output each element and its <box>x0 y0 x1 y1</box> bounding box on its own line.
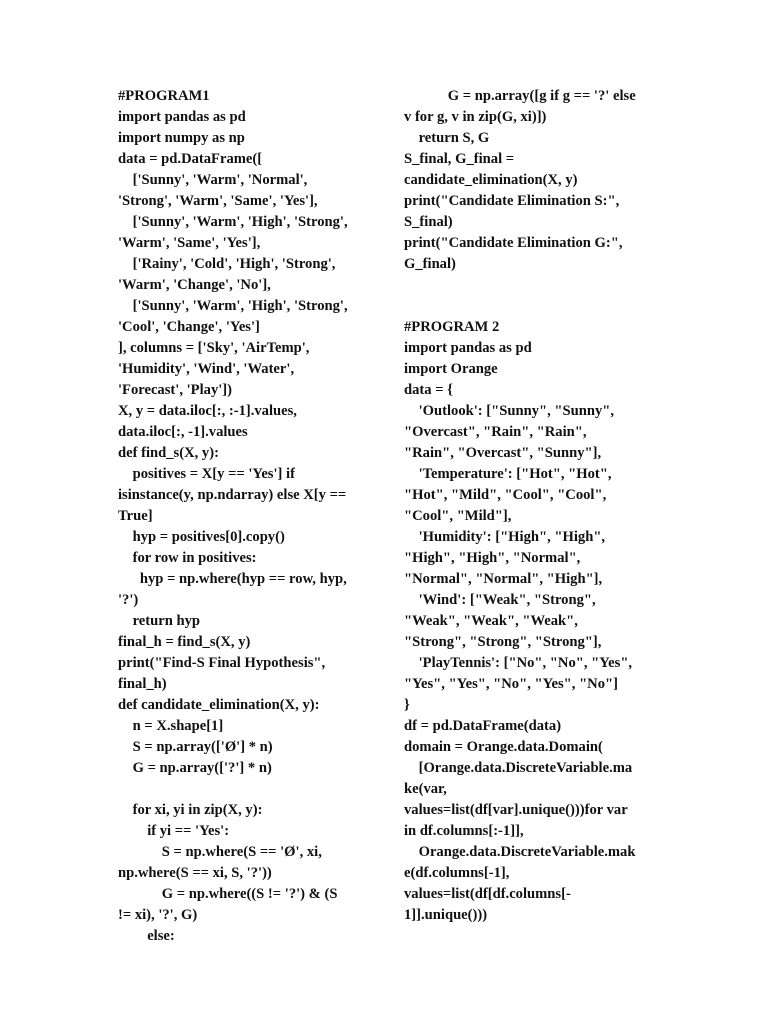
code-line: ['Sunny', 'Warm', 'High', 'Strong', <box>118 298 348 314</box>
code-line: True] <box>118 508 153 524</box>
code-line: "Cool", "Mild"], <box>404 508 512 524</box>
code-line: values=list(df[var].unique()))for var <box>404 802 628 818</box>
code-line: def candidate_elimination(X, y): <box>118 697 320 713</box>
code-line: 'PlayTennis': ["No", "No", "Yes", <box>404 655 633 671</box>
code-line: "Yes", "Yes", "No", "Yes", "No"] <box>404 676 618 692</box>
code-line: #PROGRAM 2 <box>404 319 500 335</box>
code-line: for row in positives: <box>118 550 257 566</box>
code-line: data = pd.DataFrame([ <box>118 151 263 167</box>
code-line: n = X.shape[1] <box>118 718 224 734</box>
code-line: Orange.data.DiscreteVariable.mak <box>404 844 636 860</box>
code-line: S = np.where(S == 'Ø', xi, <box>118 844 322 860</box>
code-line: 'Warm', 'Change', 'No'], <box>118 277 271 293</box>
code-line: data = { <box>404 382 453 398</box>
code-line: return S, G <box>404 130 490 146</box>
code-line: final_h = find_s(X, y) <box>118 634 251 650</box>
code-line: 'Wind': ["Weak", "Strong", <box>404 592 596 608</box>
code-line: S_final, G_final = <box>404 151 515 167</box>
code-line: "Hot", "Mild", "Cool", "Cool", <box>404 487 607 503</box>
code-line: 'Humidity', 'Wind', 'Water', <box>118 361 295 377</box>
code-line: ['Sunny', 'Warm', 'Normal', <box>118 172 308 188</box>
code-line: "Overcast", "Rain", "Rain", <box>404 424 587 440</box>
code-line: != xi), '?', G) <box>118 907 198 923</box>
code-line: S = np.array(['Ø'] * n) <box>118 739 273 755</box>
code-line <box>404 275 660 296</box>
code-line: '?') <box>118 592 139 608</box>
code-line: #PROGRAM1 <box>118 88 210 104</box>
code-line: positives = X[y == 'Yes'] if <box>118 466 295 482</box>
code-line: e(df.columns[-1], <box>404 865 510 881</box>
code-line: df = pd.DataFrame(data) <box>404 718 562 734</box>
code-line: values=list(df[df.columns[- <box>404 886 571 902</box>
code-line: G_final) <box>404 256 456 272</box>
right-column <box>404 86 660 926</box>
code-line: 'Strong', 'Warm', 'Same', 'Yes'], <box>118 193 318 209</box>
code-line <box>404 296 660 317</box>
code-line: 'Humidity': ["High", "High", <box>404 529 606 545</box>
code-line: 'Warm', 'Same', 'Yes'], <box>118 235 261 251</box>
code-line: in df.columns[:-1]], <box>404 823 524 839</box>
code-line: 'Forecast', 'Play']) <box>118 382 233 398</box>
code-line: hyp = np.where(hyp == row, hyp, <box>118 571 347 587</box>
code-line: X, y = data.iloc[:, :-1].values, <box>118 403 297 419</box>
code-line <box>118 779 374 800</box>
code-line: v for g, v in zip(G, xi)]) <box>404 109 547 125</box>
code-line: 'Cool', 'Change', 'Yes'] <box>118 319 260 335</box>
code-line: print("Candidate Elimination G:", <box>404 235 623 251</box>
code-line: ke(var, <box>404 781 447 797</box>
code-line: if yi == 'Yes': <box>118 823 230 839</box>
code-line: S_final) <box>404 214 453 230</box>
code-line: ['Sunny', 'Warm', 'High', 'Strong', <box>118 214 348 230</box>
code-line: for xi, yi in zip(X, y): <box>118 802 263 818</box>
code-line: 1]].unique())) <box>404 907 488 923</box>
code-line: 'Outlook': ["Sunny", "Sunny", <box>404 403 615 419</box>
code-line: } <box>404 697 410 713</box>
code-line: ], columns = ['Sky', 'AirTemp', <box>118 340 310 356</box>
code-line: import numpy as np <box>118 130 245 146</box>
code-line: import pandas as pd <box>118 109 246 125</box>
code-line: print("Candidate Elimination S:", <box>404 193 620 209</box>
code-line: "Weak", "Weak", "Weak", <box>404 613 578 629</box>
code-line: G = np.where((S != '?') & (S <box>118 886 338 902</box>
left-column <box>118 86 374 947</box>
code-line: print("Find-S Final Hypothesis", <box>118 655 326 671</box>
code-line: return hyp <box>118 613 201 629</box>
code-line: domain = Orange.data.Domain( <box>404 739 603 755</box>
code-line: G = np.array(['?'] * n) <box>118 760 272 776</box>
code-line: hyp = positives[0].copy() <box>118 529 285 545</box>
code-line: else: <box>118 928 175 944</box>
code-line: ['Rainy', 'Cold', 'High', 'Strong', <box>118 256 336 272</box>
code-line: "Strong", "Strong", "Strong"], <box>404 634 602 650</box>
code-line: np.where(S == xi, S, '?')) <box>118 865 272 881</box>
code-line: isinstance(y, np.ndarray) else X[y == <box>118 487 347 503</box>
code-line: 'Temperature': ["Hot", "Hot", <box>404 466 612 482</box>
code-line: "High", "High", "Normal", <box>404 550 581 566</box>
code-line: final_h) <box>118 676 167 692</box>
code-line: data.iloc[:, -1].values <box>118 424 248 440</box>
code-line: candidate_elimination(X, y) <box>404 172 578 188</box>
code-line: import Orange <box>404 361 498 377</box>
code-line: G = np.array([g if g == '?' else <box>404 88 636 104</box>
code-line: [Orange.data.DiscreteVariable.ma <box>404 760 633 776</box>
code-line: "Rain", "Overcast", "Sunny"], <box>404 445 602 461</box>
code-line: def find_s(X, y): <box>118 445 219 461</box>
code-line: "Normal", "Normal", "High"], <box>404 571 603 587</box>
code-line: import pandas as pd <box>404 340 532 356</box>
